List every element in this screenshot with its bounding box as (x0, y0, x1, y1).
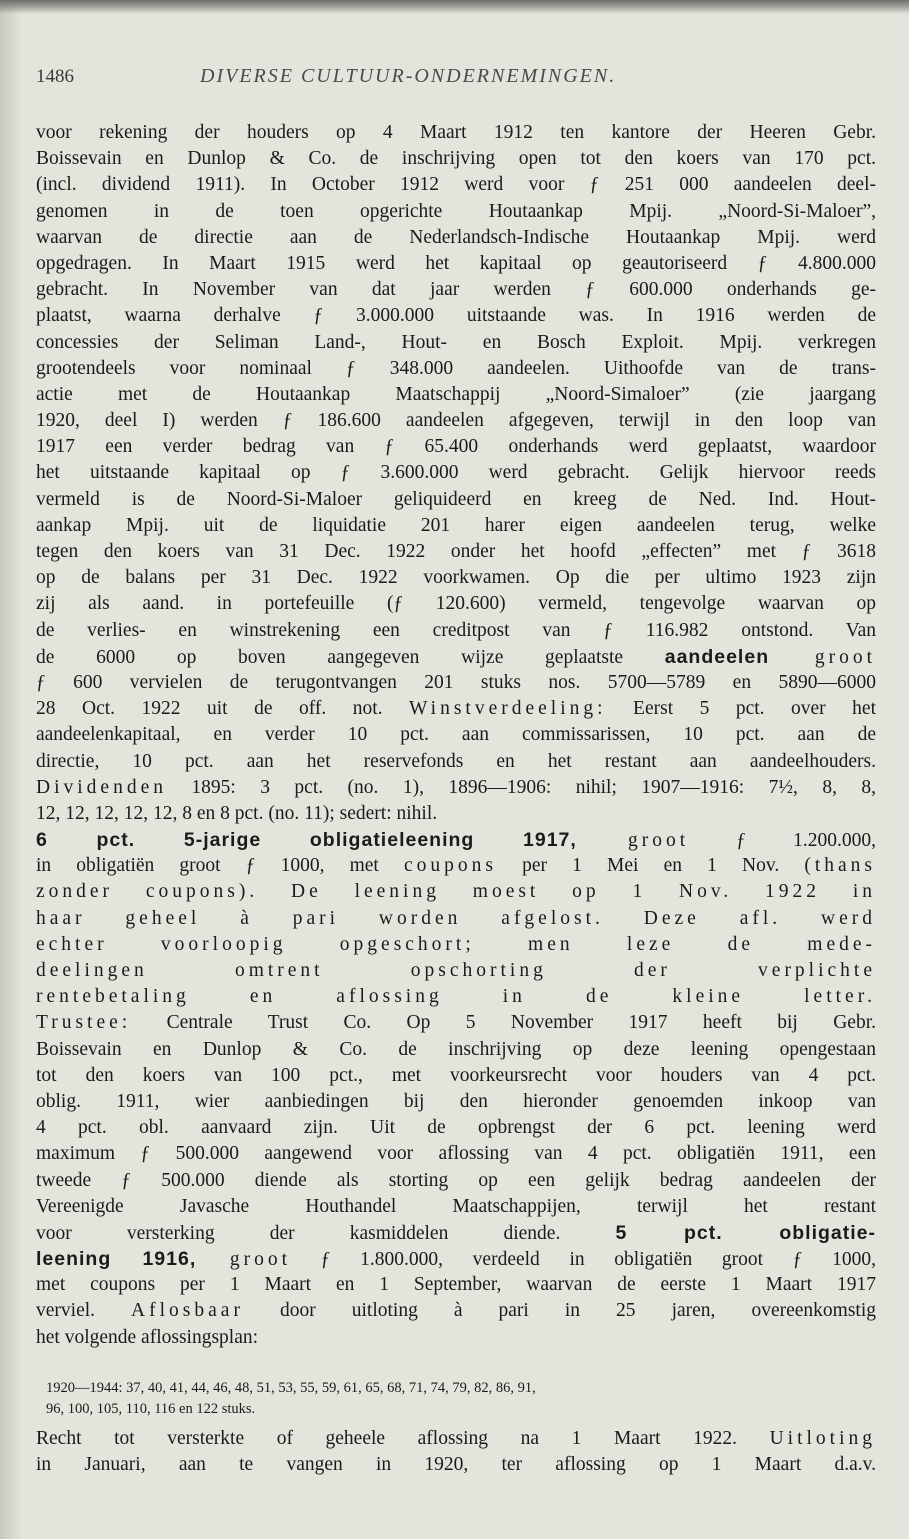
text-line: concessies der Seliman Land-, Hout- en Bosch Exploit. Mpij. verkregen (36, 331, 876, 353)
heading-dividenden: Dividenden (36, 776, 167, 798)
text-line: haar geheel à pari worden afgelost. Deze afl. werd (36, 907, 876, 929)
text-run: coupons (403, 855, 497, 877)
text-run: per 1 Mei en 1 Nov. (496, 855, 805, 877)
running-header (36, 62, 876, 92)
text-run: door uitloting à pari in 25 jaren, overeenkomstig (243, 1300, 876, 1322)
redemption-schedule (46, 1378, 876, 1420)
text-line: grootendeels voor nominaal ƒ 348.000 aandeelen. Uithoofde van de trans- (36, 357, 876, 379)
text-line (36, 853, 876, 879)
text-line: in Januari, aan te vangen in 1920, ter aflossing op 1 Maart d.a.v. (36, 1454, 876, 1476)
text-line (36, 827, 876, 853)
text-line: vermeld is de Noord-Si-Maloer geliquideerd en kreeg de Ned. Ind. Hout- (36, 488, 876, 510)
text-line: 1917 een verder bedrag van ƒ 65.400 onderhands werd geplaatst, waardoor (36, 436, 876, 458)
text-line: maximum ƒ 500.000 aangewend voor aflossing van 4 pct. obligatiën 1911, een (36, 1143, 876, 1165)
page-gutter-shadow (0, 0, 22, 1539)
body-text (36, 120, 876, 1351)
text-line: zonder coupons). De leening moest op 1 Nov. 1922 in (36, 881, 876, 903)
text-line (36, 1298, 876, 1324)
text-run: (thans (804, 855, 876, 877)
text-line: genomen in de toen opgerichte Houtaankap Mpij. „Noord-Si-Maloer”, (36, 200, 876, 222)
text-line: oblig. 1911, wier aanbiedingen bij den hieronder genoemden inkoop van (36, 1090, 876, 1112)
heading-winstverdeeling: Winstverdeeling: (409, 698, 607, 720)
heading-leening-1916: leening 1916, (36, 1248, 197, 1271)
text-line (36, 696, 876, 722)
text-run: ƒ 1.800.000, verdeeld in obligatiën groot ƒ 1000, (291, 1249, 876, 1271)
text-line: het uitstaande kapitaal op ƒ 3.600.000 werd gebracht. Gelijk hiervoor reeds (36, 462, 876, 484)
text-line (36, 1220, 876, 1246)
text-line: plaatst, waarna derhalve ƒ 3.000.000 uitstaande was. In 1916 werden de (36, 305, 876, 327)
text-run: 28 Oct. 1922 uit de off. not. (36, 698, 410, 720)
text-line: opgedragen. In Maart 1915 werd het kapitaal op geautoriseerd ƒ 4.800.000 (36, 252, 876, 274)
text-line: met coupons per 1 Maart en 1 September, waarvan de eerste 1 Maart 1917 (36, 1274, 876, 1296)
schedule-line: 96, 100, 105, 110, 116 en 122 stuks. (46, 1401, 256, 1417)
heading-trustee: Trustee: (36, 1012, 132, 1034)
closing-text (36, 1426, 876, 1478)
text-line: op de balans per 31 Dec. 1922 voorkwamen. Op die per ultimo 1923 zijn (36, 567, 876, 589)
text-line: 1920, deel I) werden ƒ 186.600 aandeelen afgegeven, terwijl in den loop van (36, 410, 876, 432)
text-line: 12, 12, 12, 12, 12, 8 en 8 pct. (no. 11); sedert: nihil. (36, 802, 438, 824)
text-line: voor rekening der houders op 4 Maart 1912 ten kantore der Heeren Gebr. (36, 122, 876, 143)
heading-aandeelen: aandeelen (664, 645, 770, 668)
text-line (36, 1246, 876, 1272)
text-line: actie met de Houtaankap Maatschappij „Noord-Simaloer” (zie jaargang (36, 383, 876, 405)
text-line: directie, 10 pct. aan het reservefonds en het restant aan aandeelhouders. (36, 750, 876, 772)
text-run: verviel. (36, 1300, 132, 1322)
text-line (36, 1010, 876, 1036)
text-line: deelingen omtrent opschorting der verplichte (36, 960, 876, 981)
text-line: Vereenigde Javasche Houthandel Maatschappijen, terwijl het restant (36, 1195, 876, 1217)
text-run: in obligatiën groot ƒ 1000, met (36, 855, 404, 877)
heading-obligatieleening-1916: 5 pct. obligatie- (615, 1221, 876, 1244)
text-line: het volgende aflossingsplan: (36, 1326, 259, 1348)
text-line (36, 775, 876, 801)
text-line: rentebetaling en aflossing in de kleine letter. (36, 986, 876, 1008)
text-run: ƒ 1.200.000, (689, 830, 876, 852)
text-run: voor versterking der kasmiddelen diende. (36, 1222, 616, 1244)
text-run: Recht tot versterkte of geheele aflossing na 1 Maart 1922. (36, 1428, 770, 1449)
text-run: groot (576, 830, 690, 852)
text-line: waarvan de directie aan de Nederlandsch-Indische Houtaankap Mpij. werd (36, 226, 876, 248)
heading-aflosbaar: Aflosbaar (131, 1300, 244, 1322)
page-edge-shadow (0, 0, 909, 14)
text-run: groot (769, 646, 876, 668)
text-run: de 6000 op boven aangegeven wijze geplaatste (36, 646, 665, 668)
text-run: Centrale Trust Co. Op 5 November 1917 heeft bij Gebr. (131, 1012, 876, 1034)
text-line: echter voorloopig opgeschort; men leze de mede- (36, 933, 876, 955)
heading-obligatieleening-1917: 6 pct. 5-jarige obligatieleening 1917, (36, 829, 577, 852)
text-line: de verlies- en winstrekening een creditpost van ƒ 116.982 ontstond. Van (36, 619, 876, 641)
text-line: gebracht. In November van dat jaar werden ƒ 600.000 onderhands ge- (36, 279, 876, 301)
text-line (36, 644, 876, 670)
heading-uitloting: Uitloting (769, 1428, 876, 1449)
text-line: tweede ƒ 500.000 diende als storting op een gelijk bedrag aandeelen der (36, 1169, 876, 1191)
schedule-line: 1920—1944: 37, 40, 41, 44, 46, 48, 51, 53, 55, 59, 61, 65, 68, 71, 74, 79, 82, 86, 91, (46, 1380, 536, 1396)
text-line: tegen den koers van 31 Dec. 1922 onder het hoofd „effecten” met ƒ 3618 (36, 541, 876, 562)
page-number: 1486 (36, 66, 74, 87)
text-line: Boissevain en Dunlop & Co. de inschrijving open tot den koers van 170 pct. (36, 148, 876, 170)
text-line: tot den koers van 100 pct., met voorkeursrecht voor houders van 4 pct. (36, 1064, 876, 1086)
text-run: Eerst 5 pct. over het (606, 698, 876, 720)
text-line: aandeelenkapitaal, en verder 10 pct. aan commissarissen, 10 pct. aan de (36, 724, 876, 746)
text-run: groot (196, 1249, 292, 1271)
text-line: aankap Mpij. uit de liquidatie 201 harer eigen aandeelen terug, welke (36, 514, 876, 536)
text-line (36, 1426, 876, 1452)
text-line: ƒ 600 vervielen de terugontvangen 201 stuks nos. 5700—5789 en 5890—6000 (36, 671, 876, 693)
text-line: (incl. dividend 1911). In October 1912 werd voor ƒ 251 000 aandeelen deel- (36, 174, 876, 196)
text-line: zij als aand. in portefeuille (ƒ 120.600) vermeld, tengevolge waarvan op (36, 593, 876, 615)
running-title: DIVERSE CULTUUR-ONDERNEMINGEN. (200, 65, 617, 87)
text-line: 4 pct. obl. aanvaard zijn. Uit de opbrengst der 6 pct. leening werd (36, 1117, 876, 1139)
text-line: Boissevain en Dunlop & Co. de inschrijving op deze leening opengestaan (36, 1038, 876, 1060)
text-run: 1895: 3 pct. (no. 1), 1896—1906: nihil; 1907—1916: 7½, 8, 8, (166, 776, 876, 798)
